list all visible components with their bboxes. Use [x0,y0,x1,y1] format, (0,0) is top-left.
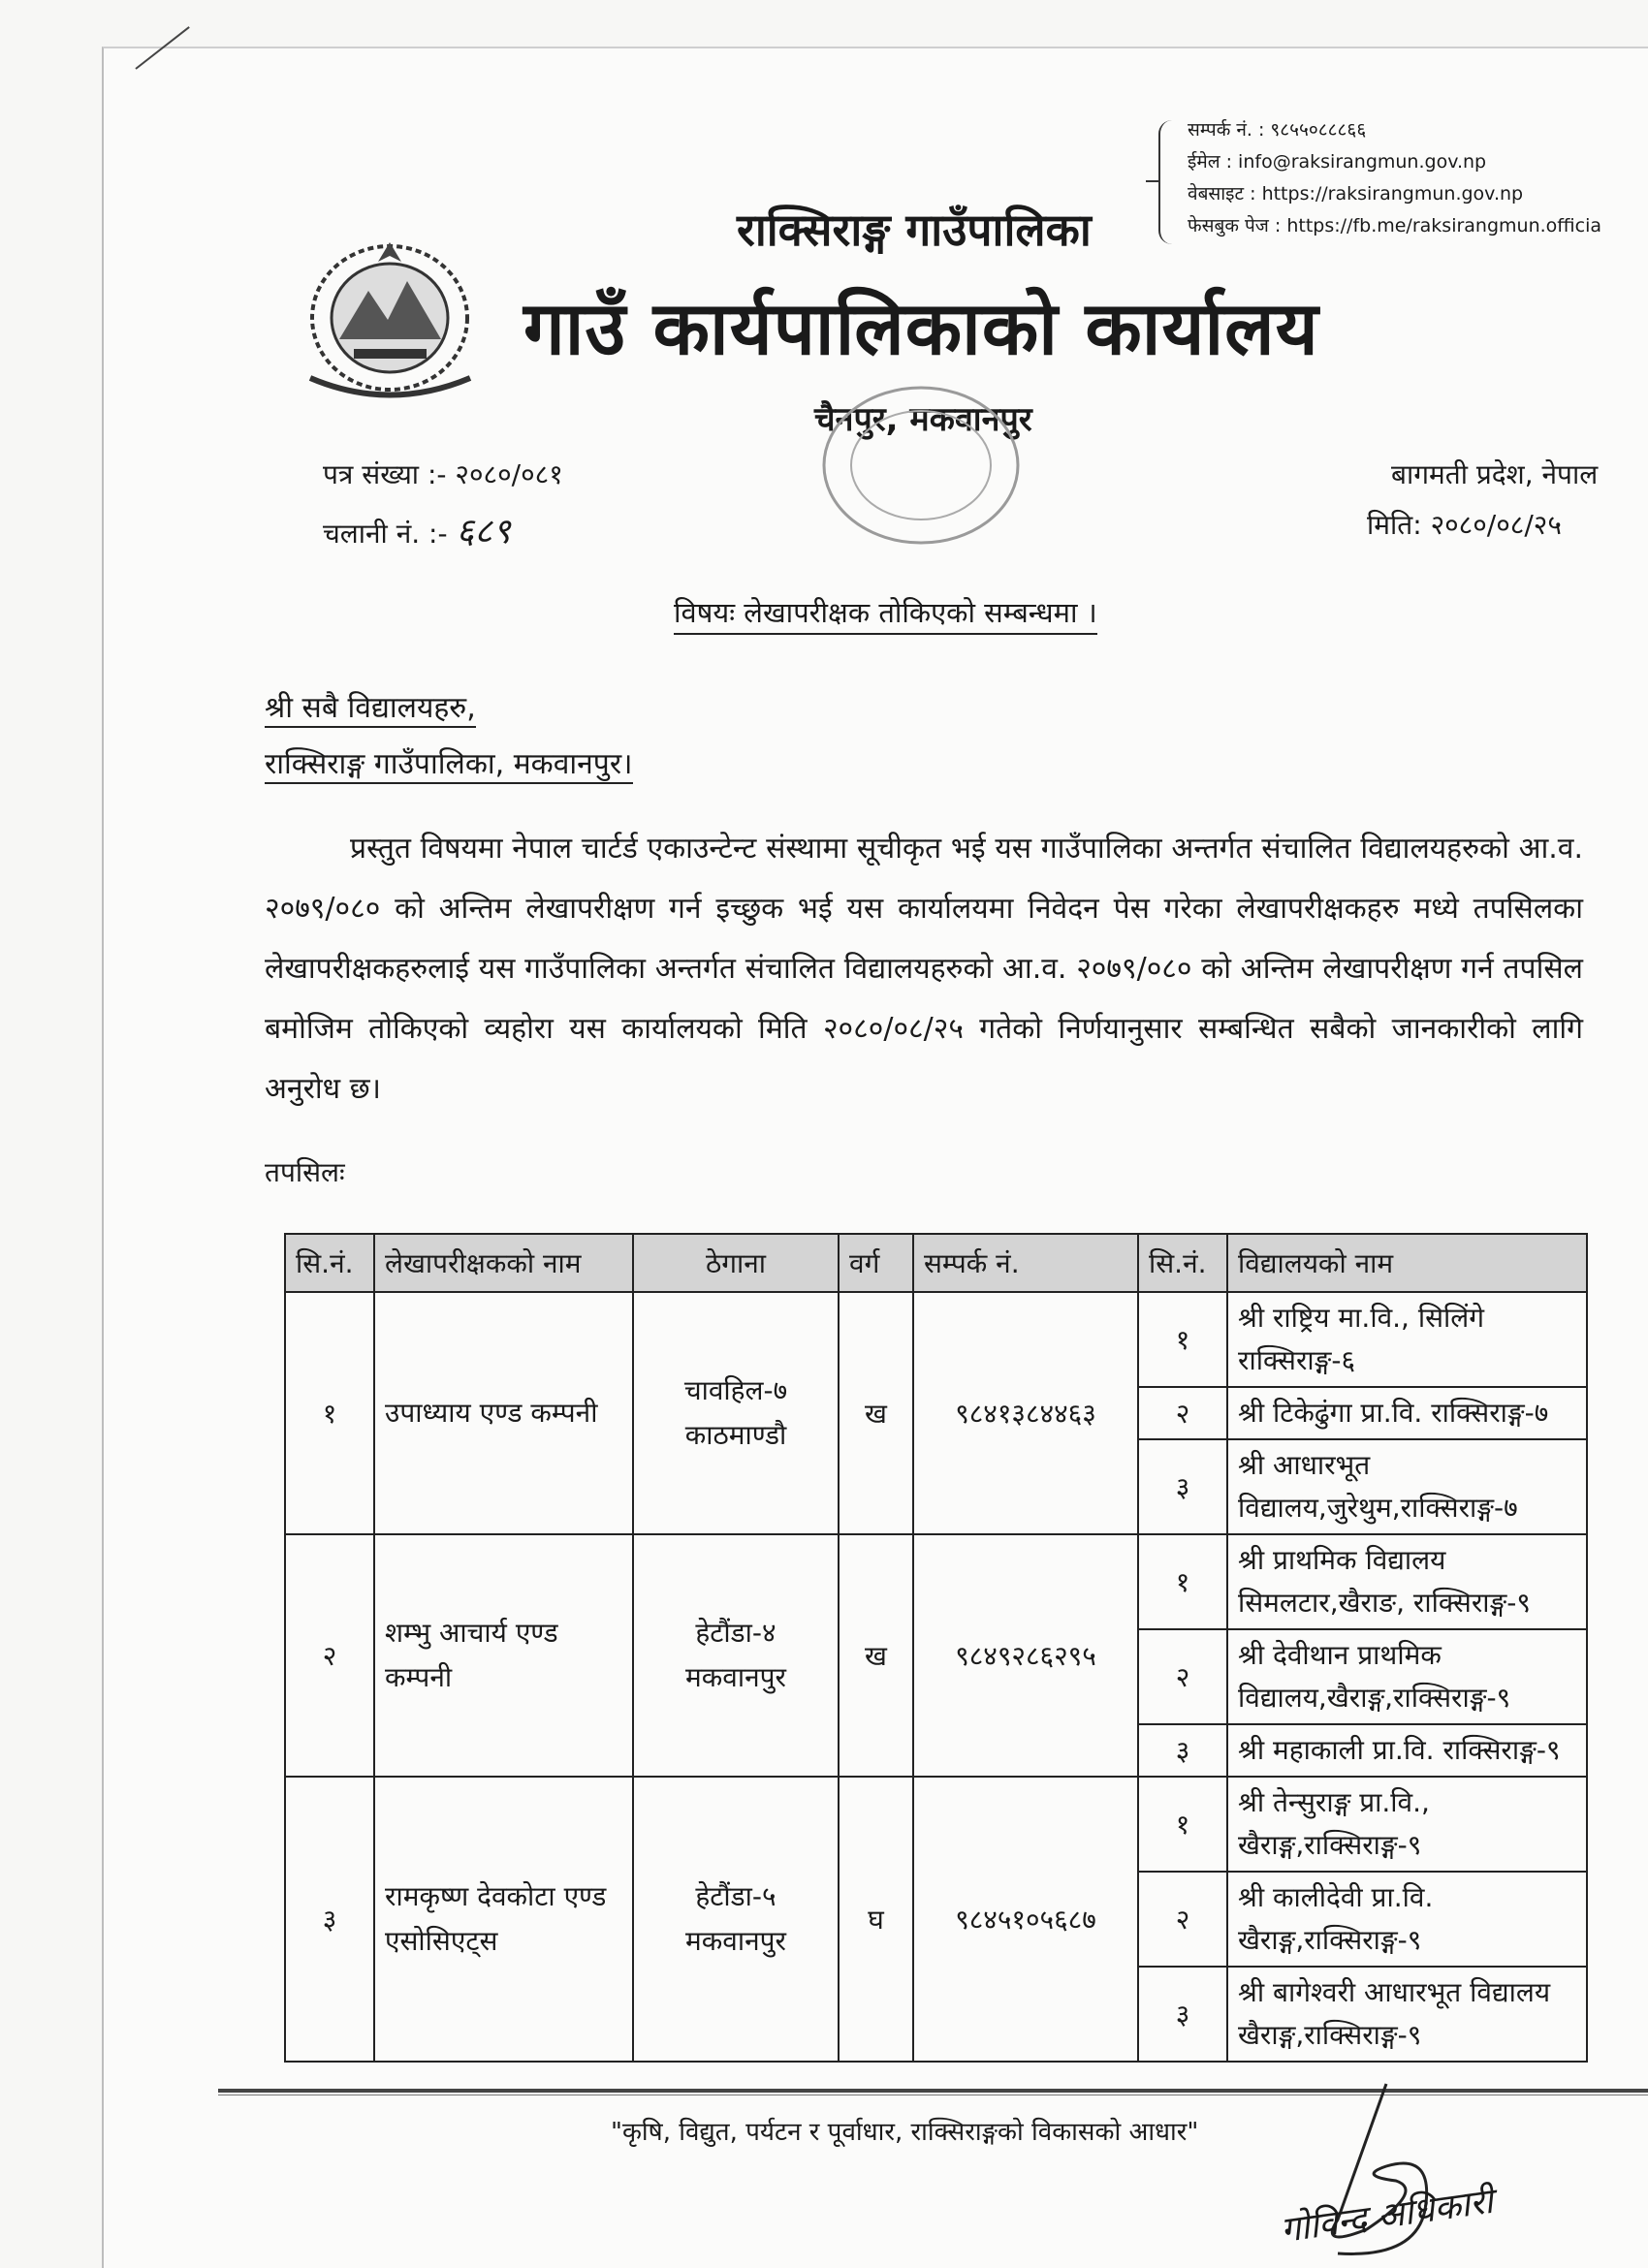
date-line [1367,506,1562,543]
auditor-class: ख [839,1292,913,1534]
auditor-class: ख [839,1534,913,1777]
school-sn: २ [1138,1872,1227,1967]
annex-label: तपसिलः [265,1156,345,1188]
footer-motto: "कृषि, विद्युत, पर्यटन र पूर्वाधार, राक्सिराङ्गको विकासको आधार" [611,2118,1199,2147]
auditor-class: घ [839,1777,913,2062]
date-label: मिति: [1367,509,1422,541]
office-stamp-icon [805,368,1037,562]
school-name: श्री कालीदेवी प्रा.वि. खैराङ्ग,राक्सिराङ्ग-९ [1227,1872,1587,1967]
header-address: ठेगाना [633,1234,839,1292]
subject-line: विषयः लेखापरीक्षक तोकिएको सम्बन्धमा । [674,593,1097,635]
auditor-sn: ३ [285,1777,374,2062]
auditor-phone: ९८४९२८६२९५ [913,1534,1138,1777]
nepal-emblem-icon [301,233,480,407]
letter-number: २०८०/०८१ [455,458,563,490]
school-sn: १ [1138,1292,1227,1387]
school-sn: २ [1138,1629,1227,1724]
school-sn: १ [1138,1777,1227,1872]
date-value: २०८०/०८/२५ [1430,509,1562,541]
contact-email: ईमेल : info@raksirangmun.gov.np [1188,151,1487,173]
header-school-sn: सि.नं. [1138,1234,1227,1292]
contact-phone: सम्पर्क नं. : ९८५५०८८८६६ [1188,119,1367,141]
dispatch-number-line [323,506,511,553]
letter-number-label: पत्र संख्या :- [323,458,447,490]
office-location: चैनपुर, मकवानपुर [814,400,1032,439]
school-name: श्री राष्ट्रिय मा.वि., सिलिंगे राक्सिराङ्ग-६ [1227,1292,1587,1387]
auditor-address: हेटौंडा-४ मकवानपुर [633,1534,839,1777]
contact-brace-tip [1146,180,1159,182]
table-row [285,1777,1587,1872]
auditor-name: उपाध्याय एण्ड कम्पनी [374,1292,633,1534]
office-title: गाउँ कार्यपालिकाको कार्यालय [523,285,1319,371]
table-row [285,1534,1587,1629]
school-name: श्री तेन्सुराङ्ग प्रा.वि., खैराङ्ग,राक्सिराङ्ग-९ [1227,1777,1587,1872]
municipality-name: राक्सिराङ्ग गाउँपालिका [737,204,1092,256]
school-name: श्री बागेश्वरी आधारभूत विद्यालय खैराङ्ग,राक्सिराङ्ग-९ [1227,1967,1587,2062]
header-auditor-name: लेखापरीक्षकको नाम [374,1234,633,1292]
auditor-sn: २ [285,1534,374,1777]
school-name: श्री टिकेढुंगा प्रा.वि. राक्सिराङ्ग-७ [1227,1387,1587,1439]
addressee-line-2: राक्सिराङ्ग गाउँपालिका, मकवानपुर। [265,742,633,784]
school-name: श्री देवीथान प्राथमिक विद्यालय,खैराङ्ग,राक्सिराङ्ग-९ [1227,1629,1587,1724]
contact-facebook: फेसबुक पेज : https://fb.me/raksirangmun.officia [1188,215,1602,236]
school-sn: २ [1138,1387,1227,1439]
header-sn: सि.नं. [285,1234,374,1292]
table-header-row [285,1234,1587,1292]
auditor-table [284,1233,1588,2063]
signatory-name: गोविन्द अधिकारी [1278,2181,1496,2252]
body-paragraph: प्रस्तुत विषयमा नेपाल चार्टर्ड एकाउन्टेन्ट संस्थामा सूचीकृत भई यस गाउँपालिका अन्तर्गत संचालित विद्यालयहरुको आ.व. २०७९/०८० को अन्तिम लेखापरीक्षण गर्न इच्छुक भई यस कार्यालयमा निवेदन पेस गरेका लेखापरीक्षकहरु मध्ये तपसिलका लेखापरीक्षकहरुलाई यस गाउँपालिका अन्तर्गत संचालित विद्यालयहरुको आ.व. २०७९/०८० को अन्तिम लेखापरीक्षण गर्न तपसिल बमोजिम तोकिएको व्यहोरा यस कार्यालयको मिति २०८०/०८/२५ गतेको निर्णयानुसार सम्बन्धित सबैको जानकारीको लागि अनुरोध छ। [265,832,1583,1106]
auditor-sn: १ [285,1292,374,1534]
school-sn: ३ [1138,1724,1227,1777]
auditor-phone: ९८४१३८४४६३ [913,1292,1138,1534]
auditor-name: रामकृष्ण देवकोटा एण्ड एसोसिएट्स [374,1777,633,2062]
auditor-phone: ९८४५१०५६८७ [913,1777,1138,2062]
dispatch-number: ६८९ [456,512,511,551]
auditor-address: हेटौंडा-५ मकवानपुर [633,1777,839,2062]
auditor-name: शम्भु आचार्य एण्ड कम्पनी [374,1534,633,1777]
header-school-name: विद्यालयको नाम [1227,1234,1587,1292]
school-name: श्री आधारभूत विद्यालय,जुरेथुम,राक्सिराङ्ग-७ [1227,1439,1587,1534]
contact-website: वेबसाइट : https://raksirangmun.gov.np [1188,183,1524,205]
school-sn: १ [1138,1534,1227,1629]
contact-brace [1158,120,1182,244]
school-sn: ३ [1138,1967,1227,2062]
school-name: श्री प्राथमिक विद्यालय सिमलटार,खैराङ, राक्सिराङ्ग-९ [1227,1534,1587,1629]
province: बागमती प्रदेश, नेपाल [1391,458,1599,490]
header-phone: सम्पर्क नं. [913,1234,1138,1292]
header-class: वर्ग [839,1234,913,1292]
contact-block [1188,114,1601,242]
school-name: श्री महाकाली प्रा.वि. राक्सिराङ्ग-९ [1227,1724,1587,1777]
letter-number-line [323,456,563,492]
dispatch-number-label: चलानी नं. :- [323,518,448,550]
addressee-line-1: श्री सबै विद्यालयहरु, [265,686,476,728]
table-row [285,1292,1587,1387]
school-sn: ३ [1138,1439,1227,1534]
auditor-address: चावहिल-७ काठमाण्डौ [633,1292,839,1534]
